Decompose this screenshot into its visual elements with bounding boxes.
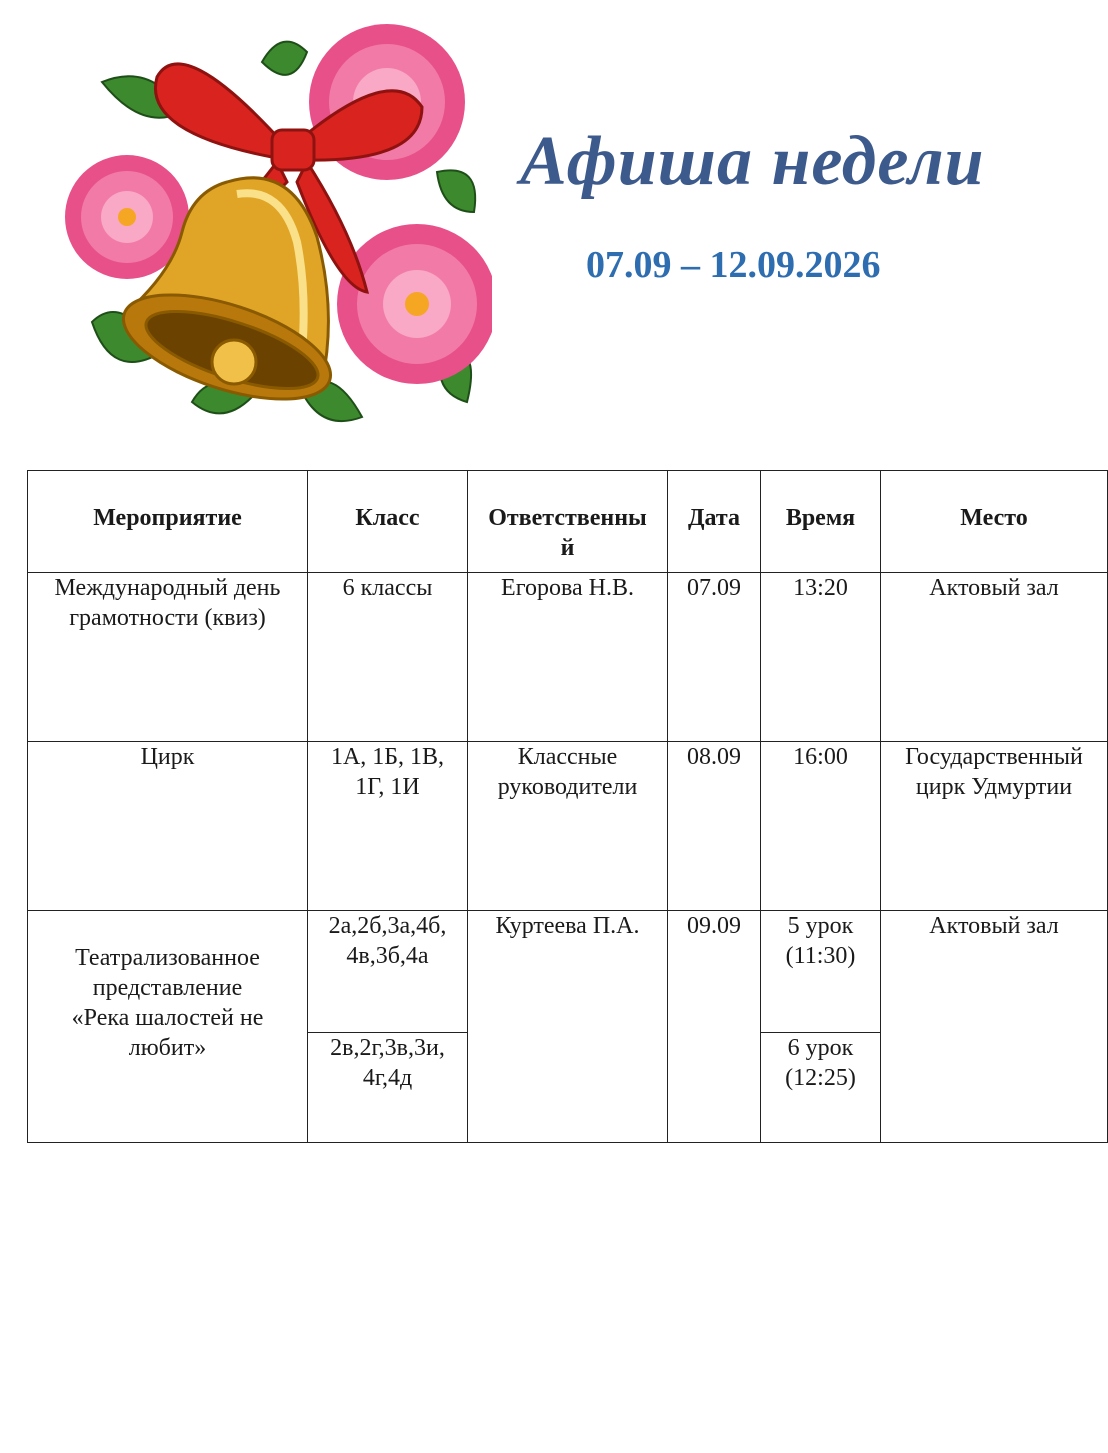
event-line: Театрализованное (75, 945, 260, 971)
place-cell: Актовый зал (881, 911, 1108, 1143)
class-cell (308, 742, 468, 911)
event-line: любит» (128, 1035, 207, 1061)
column-header-responsible-line1: Ответственны (488, 505, 647, 531)
column-header-class: Класс (308, 471, 468, 573)
place-line: Государственный (905, 744, 1083, 770)
class-line: 4в,3б,4а (346, 943, 429, 969)
column-header-responsible (468, 471, 668, 573)
column-header-responsible-line2: й (560, 535, 575, 561)
class-cell (308, 1033, 468, 1143)
class-line: 2а,2б,3а,4б, (328, 913, 447, 939)
page-title: Афиша недели (520, 123, 985, 200)
responsible-cell: Егорова Н.В. (468, 573, 668, 742)
event-cell (28, 911, 308, 1143)
class-line: 1Г, 1И (355, 774, 420, 800)
place-cell (881, 742, 1108, 911)
class-line: 1А, 1Б, 1В, (330, 744, 445, 770)
event-line: грамотности (квиз) (69, 605, 266, 631)
bell-illustration (62, 22, 492, 434)
event-cell (28, 573, 308, 742)
responsible-line: руководители (497, 774, 638, 800)
time-cell (761, 1033, 881, 1143)
bell-with-bow-icon (62, 22, 492, 434)
time-cell (761, 911, 881, 1033)
time-cell: 16:00 (761, 742, 881, 911)
time-line: (11:30) (785, 943, 856, 969)
table-row (28, 742, 1108, 911)
class-cell: 6 классы (308, 573, 468, 742)
class-line: 4г,4д (362, 1065, 413, 1091)
table-row (28, 911, 1108, 1033)
class-line: 2в,2г,3в,3и, (330, 1035, 445, 1061)
column-header-place: Место (881, 471, 1108, 573)
table-row (28, 573, 1108, 742)
event-line: «Река шалостей не (71, 1005, 264, 1031)
column-header-time: Время (761, 471, 881, 573)
event-line: Международный день (54, 575, 281, 601)
responsible-cell (468, 742, 668, 911)
time-line: 6 урок (787, 1035, 854, 1061)
column-header-event: Мероприятие (28, 471, 308, 573)
responsible-cell: Куртеева П.А. (468, 911, 668, 1143)
class-cell (308, 911, 468, 1033)
time-line: 5 урок (787, 913, 854, 939)
column-header-date: Дата (668, 471, 761, 573)
date-cell: 07.09 (668, 573, 761, 742)
place-line: цирк Удмуртии (915, 774, 1073, 800)
event-line: представление (92, 975, 243, 1001)
time-line: (12:25) (785, 1065, 856, 1091)
time-cell: 13:20 (761, 573, 881, 742)
date-range: 07.09 – 12.09.2026 (586, 244, 881, 286)
date-cell: 09.09 (668, 911, 761, 1143)
responsible-line: Классные (517, 744, 618, 770)
events-table (27, 470, 1108, 1143)
place-cell: Актовый зал (881, 573, 1108, 742)
date-cell: 08.09 (668, 742, 761, 911)
event-cell: Цирк (28, 742, 308, 911)
table-header-row (28, 471, 1108, 573)
